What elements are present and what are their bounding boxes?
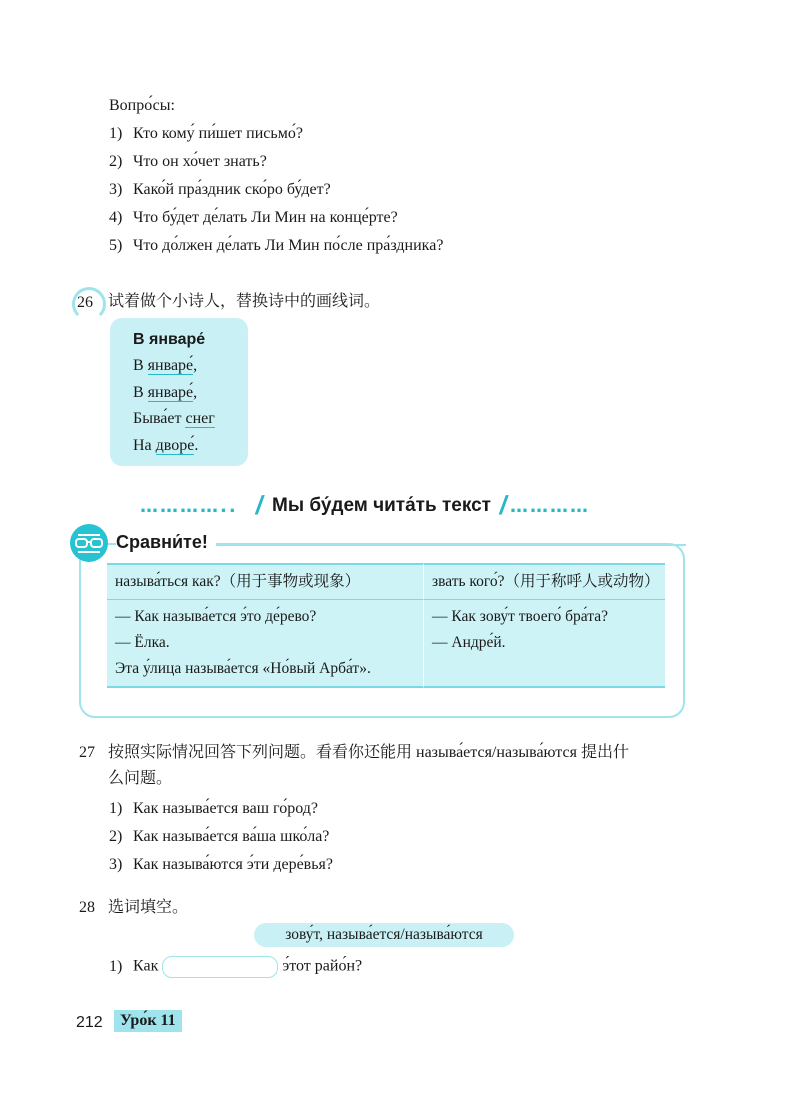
table-row: [107, 600, 665, 688]
underlined-word: дворе́: [155, 437, 195, 454]
table-header-row: [107, 563, 665, 600]
exercise-number: 28: [79, 899, 95, 916]
glasses-icon: [70, 524, 108, 562]
exercise-instruction: 试着做个小诗人，替换诗中的画线词。: [108, 293, 381, 310]
question-text: Како́й пра́здник ско́ро бу́дет?: [133, 181, 331, 198]
underlined-word: январе́: [147, 384, 194, 401]
question-text: Что бу́дет де́лать Ли Мин на конце́рте?: [133, 209, 398, 226]
compare-table: [107, 563, 665, 688]
table-header-cell: звать кого́?（用于称呼人或动物）: [424, 563, 665, 600]
question-number: 3): [109, 856, 123, 873]
question-item: [109, 855, 333, 875]
fill-text-post: э́тот райо́н?: [282, 957, 363, 975]
exercise-number: 27: [79, 744, 95, 761]
underlined-word: январе́: [147, 357, 194, 374]
question-text: Что он хо́чет знать?: [133, 153, 267, 170]
poem-text: На: [133, 437, 156, 454]
question-number: 1): [109, 800, 123, 817]
poem-text: ,: [193, 384, 198, 401]
question-text: Кто кому́ пи́шет письмо́?: [133, 125, 303, 142]
dialogue-line: — Андре́й.: [432, 634, 506, 651]
compare-title-rule: [210, 544, 686, 546]
question-text: Как называ́ется ваш го́род?: [133, 800, 318, 817]
question-item: [109, 152, 267, 172]
question-item: [109, 827, 329, 847]
poem-text: Быва́ет: [133, 410, 186, 427]
question-number: 1): [109, 957, 123, 975]
exercise-instruction: 选词填空。: [108, 899, 189, 916]
questions-title: Вопро́сы:: [109, 97, 175, 114]
dialogue-line: — Ёлка.: [115, 634, 170, 651]
page-number: 212: [76, 1014, 103, 1031]
question-number: 5): [109, 237, 123, 254]
section-dots-left: …………..: [140, 496, 238, 516]
poem-text: В: [133, 384, 148, 401]
dialogue-line: — Как называ́ется э́то де́рево?: [115, 608, 317, 625]
question-text: Как называ́ется ва́ша шко́ла?: [133, 828, 330, 845]
question-item: [109, 180, 331, 200]
fill-item: [109, 956, 362, 978]
exercise-instruction-cont: 么问题。: [108, 770, 173, 787]
poem-text: В: [133, 357, 148, 374]
poem-text: .: [194, 437, 199, 454]
table-header-cell: называ́ться как?（用于事物或现象）: [107, 563, 424, 600]
word-choices: зову́т, называ́ется/называ́ются: [254, 923, 514, 947]
poem-line: [133, 383, 197, 403]
question-text: Что до́лжен де́лать Ли Мин по́сле пра́здника?: [133, 237, 444, 254]
question-item: [109, 124, 303, 144]
question-number: 2): [109, 153, 123, 170]
exercise-number: 26: [77, 294, 93, 311]
question-number: 2): [109, 828, 123, 845]
question-item: [109, 208, 398, 228]
poem-line: [133, 356, 197, 376]
question-item: [109, 236, 443, 256]
section-slash-right: /: [497, 490, 510, 520]
poem-text: ,: [193, 357, 198, 374]
dialogue-line: Эта у́лица называ́ется «Но́вый Арба́т».: [115, 660, 371, 677]
compare-title: Сравни́те!: [116, 532, 216, 553]
exercise-instruction: 按照实际情况回答下列问题。看看你还能用 называ́ется/называ́ются 提出什: [108, 744, 629, 761]
table-cell: [424, 600, 665, 688]
poem-line: [133, 409, 215, 429]
question-number: 1): [109, 125, 123, 142]
dialogue-line: — Как зову́т твоего́ бра́та?: [432, 608, 609, 625]
answer-blank[interactable]: [162, 956, 278, 978]
fill-text-pre: Как: [133, 957, 159, 975]
section-title: Мы бу́дем чита́ть текст: [272, 495, 491, 516]
table-cell: [107, 600, 424, 688]
question-text: Как называ́ются э́ти дере́вья?: [133, 856, 333, 873]
section-slash-left: /: [253, 490, 266, 520]
lesson-label: Уро́к 11: [114, 1010, 182, 1032]
question-item: [109, 799, 318, 819]
poem-line: [133, 436, 198, 456]
section-dots-right: …………: [510, 496, 590, 516]
poem-title: В январе́: [133, 331, 206, 348]
question-number: 4): [109, 209, 123, 226]
underlined-word: снег: [185, 410, 215, 427]
question-number: 3): [109, 181, 123, 198]
